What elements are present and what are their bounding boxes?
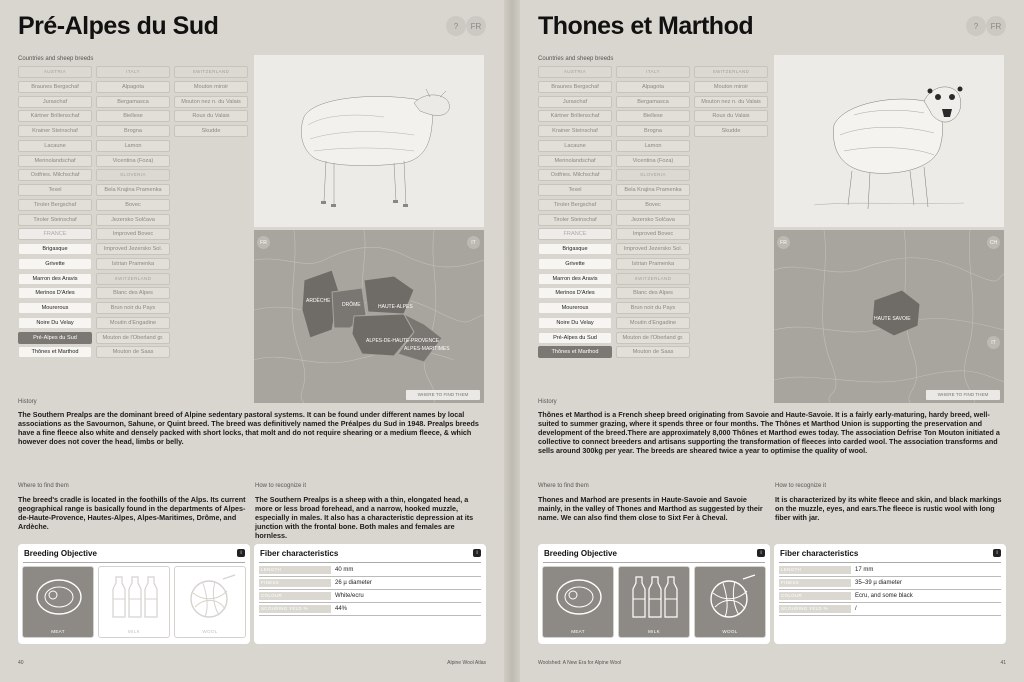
fiber-value: /: [855, 606, 857, 612]
breed-column: [96, 66, 170, 361]
breed-list: [18, 66, 252, 402]
divider: [543, 562, 765, 563]
fiber-value: 44%: [335, 606, 348, 612]
breed-item[interactable]: Jezersko Solčava: [96, 214, 170, 226]
breed-item[interactable]: Thônes et Marthod: [538, 346, 612, 358]
country-header: AUSTRIA: [18, 66, 92, 78]
recognize-label: How to recognize it: [255, 483, 307, 489]
where-label: Where to find them: [18, 483, 69, 489]
breed-item[interactable]: Alpagota: [616, 81, 690, 93]
page-title: Thones et Marthod: [538, 12, 754, 40]
breed-item[interactable]: Mouton de Saas: [616, 346, 690, 358]
fiber-key: COLOUR: [259, 592, 331, 600]
breed-item[interactable]: Improved Bovec: [96, 228, 170, 240]
breed-item[interactable]: Brun noir du Pays: [96, 302, 170, 314]
breed-item[interactable]: Istrian Pramenka: [96, 258, 170, 270]
breed-item[interactable]: Biellese: [96, 110, 170, 122]
country-header: SLOVENIA: [96, 169, 170, 181]
breed-item[interactable]: Vicentina (Foza): [96, 155, 170, 167]
breed-item[interactable]: Marron des Aravis: [538, 273, 612, 285]
breed-list: [538, 66, 772, 402]
tile-label: MEAT: [51, 629, 65, 634]
fiber-value: White/ecru: [335, 593, 364, 599]
breed-item[interactable]: Grivette: [18, 258, 92, 270]
fiber-key: LENGTH: [259, 566, 331, 574]
fiber-value: 17 mm: [855, 567, 874, 573]
where-text: The breed's cradle is located in the foothills of the Alps. Its current geographical range is basically found in the departments of Alpes-de-Haute-Provence, Hautes-Alpes, Alpes-Maritimes, Drôme, and Ardèche.: [18, 495, 246, 531]
breed-item[interactable]: Improved Bovec: [616, 228, 690, 240]
breed-item[interactable]: Istrian Pramenka: [616, 258, 690, 270]
map-region-label: HAUTE-ALPES: [378, 304, 413, 310]
wool-tile: [174, 566, 246, 638]
divider: [779, 589, 1001, 590]
language-button[interactable]: FR: [986, 16, 1006, 36]
where-to-find-button[interactable]: WHERE TO FIND THEM: [406, 390, 480, 400]
footer-title: Woolshed: A New Era for Alpine Wool: [538, 660, 622, 666]
breed-item[interactable]: Improved Jezersko Sol.: [96, 243, 170, 255]
divider: [259, 589, 481, 590]
meat-tile: [22, 566, 94, 638]
map-country-badge: FR: [777, 236, 790, 249]
breed-item[interactable]: Mouton de l'Oberland gr.: [96, 332, 170, 344]
breed-item[interactable]: Ostfries. Milchschaf: [538, 169, 612, 181]
breed-item[interactable]: Juraschaf: [538, 96, 612, 108]
history-label: History: [538, 399, 557, 405]
breed-item[interactable]: Mouton nez n. du Valais: [694, 96, 768, 108]
breed-column: [616, 66, 690, 361]
history-text: Thônes et Marthod is a French sheep breed originating from Savoie and Haute-Savoie. It is a fairly early-maturing, hardy breed, well-suited to summer grazing, where it spends three or four months. The Thônes et Marthod Union is supporting the preservation and development of the breed.There are approximately 8,000 Thônes et Marthod ewes today. The association Defrise Ton Mouton initiated a collective to connect breeders and artisans supporting the transformation of fleeces into carded wool. The association transforms and sells around 300kg per year. The breeds are sheared twice a year to optimise the quality of wool.: [538, 410, 1000, 455]
page-title: Pré-Alpes du Sud: [18, 12, 219, 40]
breed-item[interactable]: Braunes Bergschaf: [18, 81, 92, 93]
breed-item[interactable]: Mourerous: [18, 302, 92, 314]
breeding-objective-card: [18, 544, 250, 644]
fiber-key: FINESS: [779, 579, 851, 587]
breed-item[interactable]: Noire Du Velay: [538, 317, 612, 329]
country-header: SLOVENIA: [616, 169, 690, 181]
tile-label: WOOL: [202, 629, 218, 634]
meat-tile: [542, 566, 614, 638]
where-to-find-button[interactable]: WHERE TO FIND THEM: [926, 390, 1000, 400]
tile-label: WOOL: [722, 629, 738, 634]
fiber-characteristics-card: [254, 544, 486, 644]
breeding-objective-card: [538, 544, 770, 644]
fiber-row: [779, 605, 1001, 614]
breed-item[interactable]: Brogna: [96, 125, 170, 137]
divider: [259, 576, 481, 577]
fiber-row: [259, 592, 481, 601]
country-header: SWITZERLAND: [96, 273, 170, 285]
breed-item[interactable]: Juraschaf: [18, 96, 92, 108]
fiber-key: SCOURING YELD %: [779, 605, 851, 613]
breed-item[interactable]: Bela Krajina Pramenka: [96, 184, 170, 196]
tile-label: MILK: [648, 629, 660, 634]
wool-tile: [694, 566, 766, 638]
info-icon[interactable]: i: [473, 549, 481, 557]
fiber-row: [779, 579, 1001, 588]
divider: [779, 602, 1001, 603]
breeding-title: Breeding Objective: [544, 549, 617, 558]
breed-item[interactable]: Roux du Valais: [174, 110, 248, 122]
fiber-value: 26 µ diameter: [335, 580, 372, 586]
map-region-label: HAUTE SAVOIE: [874, 316, 911, 322]
breed-item[interactable]: Thônes et Marthod: [18, 346, 92, 358]
fiber-key: COLOUR: [779, 592, 851, 600]
countries-label: Countries and sheep breeds: [18, 56, 94, 62]
breed-item[interactable]: Tiroler Bergschaf: [538, 199, 612, 211]
map-country-badge: CH: [987, 236, 1000, 249]
map-country-badge: IT: [467, 236, 480, 249]
map-region-label: DRÔME: [342, 302, 361, 308]
breed-item[interactable]: Bovec: [96, 199, 170, 211]
breed-item[interactable]: Grivette: [538, 258, 612, 270]
breed-item[interactable]: Tiroler Bergschaf: [18, 199, 92, 211]
breed-item[interactable]: Bergamasca: [96, 96, 170, 108]
help-icon[interactable]: ?: [966, 16, 986, 36]
history-label: History: [18, 399, 37, 405]
breeding-title: Breeding Objective: [24, 549, 97, 558]
breed-item[interactable]: Lacaune: [538, 140, 612, 152]
breed-item[interactable]: Pré-Alpes du Sud: [18, 332, 92, 344]
breed-item[interactable]: Improved Jezersko Sol.: [616, 243, 690, 255]
page-number: 41: [1000, 660, 1006, 666]
region-map: [254, 230, 484, 403]
tile-label: MEAT: [571, 629, 585, 634]
breed-item[interactable]: Krainer Steinschaf: [538, 125, 612, 137]
fiber-key: SCOURING YELD %: [259, 605, 331, 613]
country-header: AUSTRIA: [538, 66, 612, 78]
divider: [779, 615, 1001, 616]
breed-item[interactable]: Marron des Aravis: [18, 273, 92, 285]
breed-item[interactable]: Brigasque: [18, 243, 92, 255]
recognize-label: How to recognize it: [775, 483, 827, 489]
region-map: [774, 230, 1004, 403]
breed-item[interactable]: Mouton de Saas: [96, 346, 170, 358]
fiber-value: 40 mm: [335, 567, 354, 573]
breed-item[interactable]: Vicentina (Foza): [616, 155, 690, 167]
breed-item[interactable]: Mouton de l'Oberland gr.: [616, 332, 690, 344]
breed-item[interactable]: Texel: [18, 184, 92, 196]
sheep-illustration: [774, 55, 1004, 227]
breed-item[interactable]: Biellese: [616, 110, 690, 122]
map-region-label: ARDÈCHE: [306, 298, 331, 304]
info-icon[interactable]: i: [237, 549, 245, 557]
milk-tile: [98, 566, 170, 638]
breed-column: [694, 66, 768, 140]
breed-item[interactable]: Krainer Steinschaf: [18, 125, 92, 137]
page-number: 40: [18, 660, 24, 666]
recognize-text: It is characterized by its white fleece and skin, and black markings on the muzzle, eyes, and ears.The fleece is rustic wool with long fiber with jar.: [775, 495, 1002, 522]
breed-item[interactable]: Kärtner Brillenschaf: [538, 110, 612, 122]
breed-item[interactable]: Pré-Alpes du Sud: [538, 332, 612, 344]
divider: [259, 602, 481, 603]
breed-item[interactable]: Merinolandschaf: [538, 155, 612, 167]
history-text: The Southern Prealps are the dominant breed of Alpine sedentary pastoral systems. It can be found under different names by local associations as the Savournon, Sahune, or Quint breed. The breed was definitively named the Préalpes du Sud in 1948. Prealps breeds have a fine fleece also white and densely packed with short locks, that molt and do not require shearing or a medium fleece, & which however does not cover the head, limbs or belly.: [18, 410, 479, 446]
breed-item[interactable]: Jezersko Solčava: [616, 214, 690, 226]
breed-item[interactable]: Bergamasca: [616, 96, 690, 108]
breed-item[interactable]: Tiroler Steinschaf: [538, 214, 612, 226]
map-region-label: ALPES-MARITIMES: [404, 346, 450, 352]
breed-item[interactable]: Merinolandschaf: [18, 155, 92, 167]
breed-item[interactable]: Lacaune: [18, 140, 92, 152]
country-header: SWITZERLAND: [616, 273, 690, 285]
tile-label: MILK: [128, 629, 140, 634]
fiber-row: [779, 592, 1001, 601]
help-icon[interactable]: ?: [446, 16, 466, 36]
info-icon[interactable]: i: [757, 549, 765, 557]
breed-item[interactable]: Noire Du Velay: [18, 317, 92, 329]
countries-label: Countries and sheep breeds: [538, 56, 614, 62]
country-header: FRANCE: [538, 228, 612, 240]
breed-item[interactable]: Moutin d'Engadine: [96, 317, 170, 329]
breed-item[interactable]: Lamon: [96, 140, 170, 152]
breed-item[interactable]: Mouton nez n. du Valais: [174, 96, 248, 108]
breed-item[interactable]: Blanc des Alpes: [96, 287, 170, 299]
sheep-illustration: [254, 55, 484, 227]
recognize-text: The Southern Prealps is a sheep with a thin, elongated head, a more or less broad forehead, and a narrow, hooked muzzle, especially in males. It also has a characteristic depression at its junction with the frontal bone. Both males and females are hornless.: [255, 495, 474, 540]
map-country-badge: IT: [987, 336, 1000, 349]
where-text: Thones and Marhod are presents in Haute-Savoie and Savoie mainly, in the valley of Thones and Marthod as suggested by their name. We can also find them close to Sixt Fer à Cheval.: [538, 495, 763, 522]
breed-item[interactable]: Tiroler Steinschaf: [18, 214, 92, 226]
right-page: [520, 0, 1024, 682]
divider: [259, 562, 481, 563]
where-label: Where to find them: [538, 483, 589, 489]
divider: [23, 562, 245, 563]
fiber-key: LENGTH: [779, 566, 851, 574]
fiber-row: [259, 566, 481, 575]
breed-column: [174, 66, 248, 140]
breed-item[interactable]: Skudde: [694, 125, 768, 137]
country-header: SWITZERLAND: [174, 66, 248, 78]
breed-item[interactable]: Brogna: [616, 125, 690, 137]
book-gutter: [504, 0, 520, 682]
divider: [259, 615, 481, 616]
divider: [779, 562, 1001, 563]
breed-item[interactable]: Brigasque: [538, 243, 612, 255]
breed-item[interactable]: Mourerous: [538, 302, 612, 314]
map-country-badge: FR: [257, 236, 270, 249]
language-button[interactable]: FR: [466, 16, 486, 36]
fiber-characteristics-card: [774, 544, 1006, 644]
fiber-row: [779, 566, 1001, 575]
info-icon[interactable]: i: [993, 549, 1001, 557]
fiber-row: [259, 579, 481, 588]
breed-item[interactable]: Ostfries. Milchschaf: [18, 169, 92, 181]
breed-item[interactable]: Mouton miroir: [174, 81, 248, 93]
breed-item[interactable]: Lamon: [616, 140, 690, 152]
breed-item[interactable]: Bela Krajina Pramenka: [616, 184, 690, 196]
breed-item[interactable]: Texel: [538, 184, 612, 196]
breed-item[interactable]: Kärtner Brillenschaf: [18, 110, 92, 122]
fiber-row: [259, 605, 481, 614]
breed-item[interactable]: Brun noir du Pays: [616, 302, 690, 314]
country-header: SWITZERLAND: [694, 66, 768, 78]
fiber-value: 35–39 µ diameter: [855, 580, 902, 586]
breed-item[interactable]: Moutin d'Engadine: [616, 317, 690, 329]
country-header: ITALY: [616, 66, 690, 78]
left-page: [0, 0, 504, 682]
fiber-key: FINESS: [259, 579, 331, 587]
fiber-title: Fiber characteristics: [780, 549, 859, 558]
breed-item[interactable]: Roux du Valais: [694, 110, 768, 122]
breed-item[interactable]: Merinos D'Arles: [538, 287, 612, 299]
country-header: FRANCE: [18, 228, 92, 240]
fiber-value: Ecru, and some black: [855, 593, 913, 599]
map-region-label: ALPES-DE-HAUTE-PROVENCE: [366, 338, 440, 344]
breed-item[interactable]: Mouton miroir: [694, 81, 768, 93]
breed-item[interactable]: Braunes Bergschaf: [538, 81, 612, 93]
breed-column: [18, 66, 92, 361]
fiber-title: Fiber characteristics: [260, 549, 339, 558]
breed-item[interactable]: Bovec: [616, 199, 690, 211]
breed-item[interactable]: Alpagota: [96, 81, 170, 93]
country-header: ITALY: [96, 66, 170, 78]
divider: [779, 576, 1001, 577]
breed-item[interactable]: Blanc des Alpes: [616, 287, 690, 299]
footer-title: Alpine Wool Atlas: [447, 660, 486, 666]
breed-column: [538, 66, 612, 361]
milk-tile: [618, 566, 690, 638]
breed-item[interactable]: Merinos D'Arles: [18, 287, 92, 299]
breed-item[interactable]: Skudde: [174, 125, 248, 137]
